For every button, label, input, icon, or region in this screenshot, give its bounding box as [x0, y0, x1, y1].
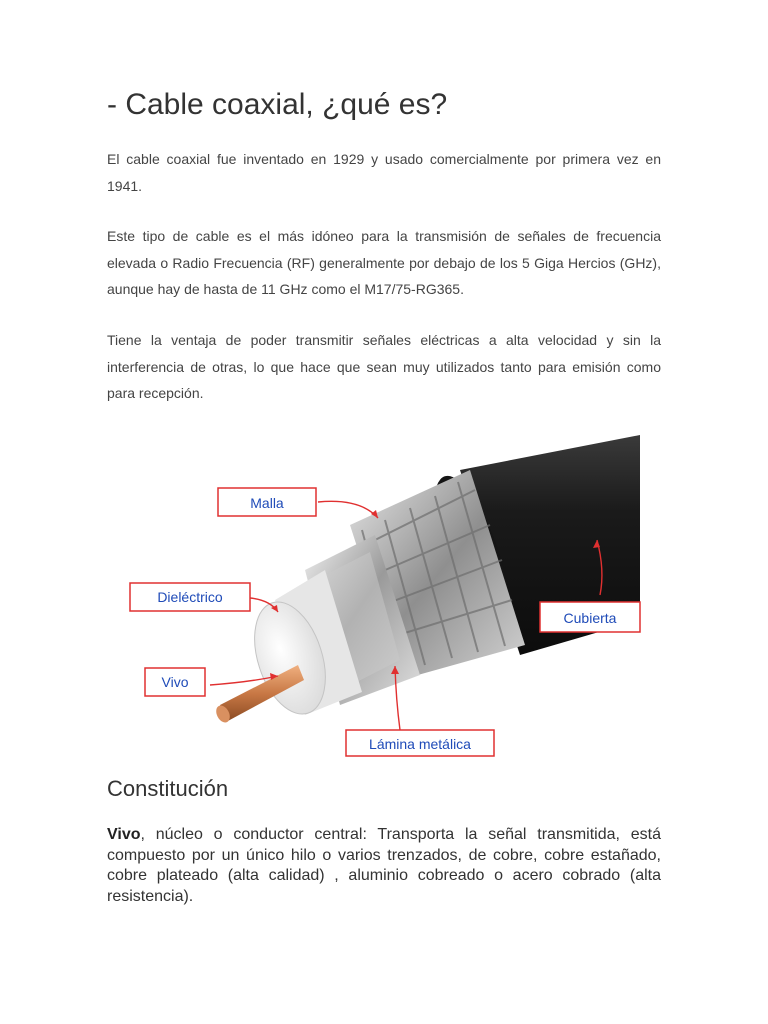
section-text: , núcleo o conductor central: Transporta la señal transmitida, está compuesto por un único hilo o varios trenzados, de cobre, cobre estañado, cobre plateado (alta calidad) , aluminio cobreado o acero cobrado (alta resistencia). [107, 826, 661, 905]
label-malla-text: Malla [250, 495, 284, 511]
section-body [107, 825, 661, 907]
label-vivo [145, 668, 205, 696]
arrow-malla [318, 501, 378, 518]
label-dielectrico-text: Dieléctrico [157, 589, 223, 605]
label-vivo-text: Vivo [161, 674, 189, 690]
paragraph-advantages: Tiene la ventaja de poder transmitir señales eléctricas a alta velocidad y sin la interferencia de otras, lo que hace que sean muy utilizados tanto para emisión como para recepción. [107, 332, 661, 401]
page-title: - Cable coaxial, ¿qué es? [107, 88, 448, 121]
paragraph-history: El cable coaxial fue inventado en 1929 y usado comercialmente por primera vez en 1941. [107, 151, 661, 194]
label-lamina-text: Lámina metálica [369, 736, 471, 752]
label-lamina [346, 730, 494, 756]
section-title: Constitución [107, 776, 229, 801]
label-cubierta [540, 602, 640, 632]
coaxial-cable-diagram [100, 430, 660, 760]
label-dielectrico [130, 583, 250, 611]
label-cubierta-text: Cubierta [563, 610, 617, 626]
section-term: Vivo [107, 826, 141, 843]
label-malla [218, 488, 316, 516]
coaxial-cable-illustration [100, 430, 660, 760]
paragraph-frequency: Este tipo de cable es el más idóneo para la transmisión de señales de frecuencia elevada o Radio Frecuencia (RF) generalmente por debajo de los 5 Giga Hercios (GHz), aunque hay de hasta de 11 GHz como el M17/75-RG365. [107, 228, 661, 297]
